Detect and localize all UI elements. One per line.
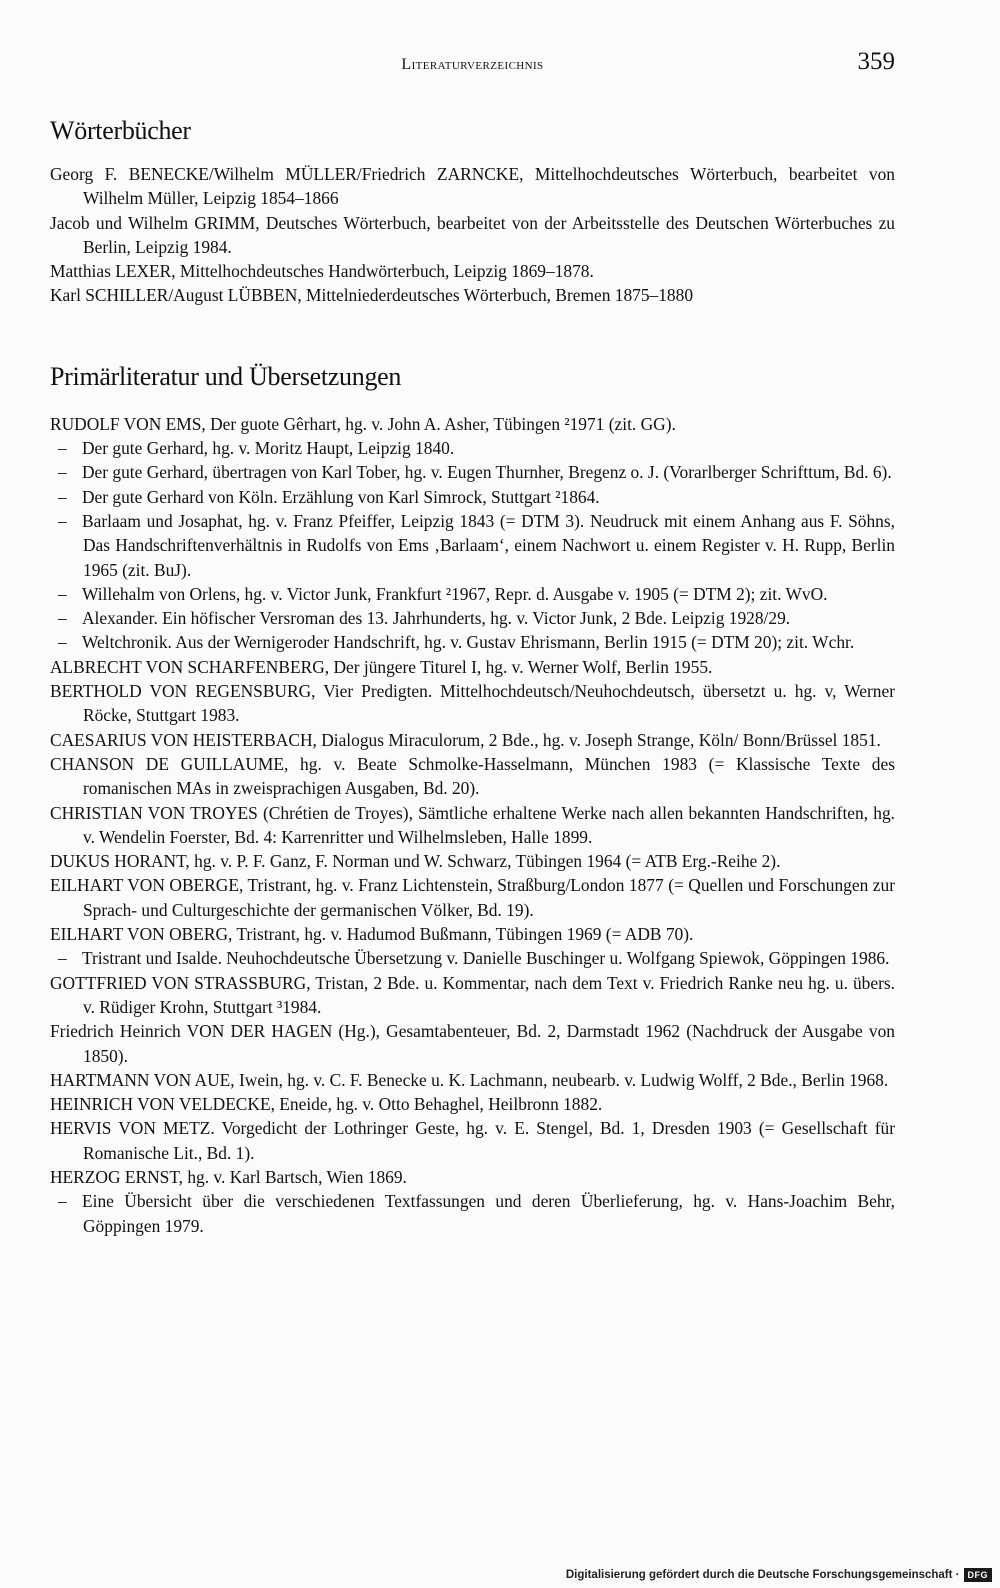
footer-credit — [566, 1568, 992, 1582]
bibliography-entry — [50, 211, 895, 260]
entry-text: Karl SCHILLER/August LÜBBEN, Mittelniederdeutsches Wörterbuch, Bremen 1875–1880 — [50, 285, 694, 306]
bibliography-entry — [50, 922, 895, 946]
bibliography-subentry — [50, 630, 895, 654]
page — [50, 46, 895, 1238]
entry-text: GOTTFRIED VON STRASSBURG, Tristan, 2 Bde. u. Kommentar, nach dem Text v. Friedrich Ranke neu hg. u. übers. v. Rüdiger Krohn, Stuttgart ³1984. — [50, 972, 895, 1017]
entry-text: Barlaam und Josaphat, hg. v. Franz Pfeiffer, Leipzig 1843 (= DTM 3). Neudruck mit einem Anhang aus F. Söhns, Das Handschriftenverhältnis in Rudolfs von Ems ‚Barlaam‘, einem Nachwort u. einem Register v. H. Rupp, Berlin 1965 (zit. BuJ). — [82, 510, 895, 580]
bibliography-entry — [50, 412, 895, 436]
dash-marker: – — [58, 510, 67, 531]
dash-marker: – — [58, 462, 67, 483]
bibliography-entry — [50, 1068, 895, 1092]
bibliography-subentry — [50, 460, 895, 484]
bibliography-entry — [50, 1116, 895, 1165]
dfg-logo: DFG — [964, 1568, 993, 1582]
dash-marker: – — [58, 608, 67, 629]
entry-text: CHRISTIAN VON TROYES (Chrétien de Troyes), Sämtliche erhaltene Werke nach allen bekannten Handschriften, hg. v. Wendelin Foerster, Bd. 4: Karrenritter und Wilhelmsleben, Halle 1899. — [50, 802, 895, 847]
bibliography-entry — [50, 849, 895, 873]
dash-marker: – — [58, 948, 67, 969]
entry-text: HEINRICH VON VELDECKE, Eneide, hg. v. Otto Behaghel, Heilbronn 1882. — [50, 1094, 603, 1115]
bibliography-entry — [50, 752, 895, 801]
entry-text: HARTMANN VON AUE, Iwein, hg. v. C. F. Benecke u. K. Lachmann, neubearb. v. Ludwig Wolff, 2 Bde., Berlin 1968. — [50, 1069, 889, 1090]
entry-text: BERTHOLD VON REGENSBURG, Vier Predigten. Mittelhochdeutsch/Neuhochdeutsch, übersetzt u. hg. v, Werner Röcke, Stuttgart 1983. — [50, 681, 895, 726]
bibliography-entry — [50, 728, 895, 752]
entry-text: Der gute Gerhard, übertragen von Karl Tober, hg. v. Eugen Thurnher, Bregenz o. J. (Vorarlberger Schrifttum, Bd. 6). — [82, 462, 892, 483]
entry-text: Georg F. BENECKE/Wilhelm MÜLLER/Friedrich ZARNCKE, Mittelhochdeutsches Wörterbuch, bearbeitet von Wilhelm Müller, Leipzig 1854–1866 — [50, 164, 895, 209]
dash-marker: – — [58, 632, 67, 653]
entry-text: RUDOLF VON EMS, Der guote Gêrhart, hg. v. John A. Asher, Tübingen ²1971 (zit. GG). — [50, 413, 676, 434]
entry-text: Willehalm von Orlens, hg. v. Victor Junk, Frankfurt ²1967, Repr. d. Ausgabe v. 1905 (= DTM 2); zit. WvO. — [82, 583, 828, 604]
dash-marker: – — [58, 1191, 67, 1212]
entry-text: Weltchronik. Aus der Wernigeroder Handschrift, hg. v. Gustav Ehrismann, Berlin 1915 (= DTM 20); zit. Wchr. — [82, 632, 855, 653]
bibliography-entry — [50, 655, 895, 679]
entry-text: CAESARIUS VON HEISTERBACH, Dialogus Miraculorum, 2 Bde., hg. v. Joseph Strange, Köln/ Bonn/Brüssel 1851. — [50, 729, 881, 750]
entry-text: EILHART VON OBERGE, Tristrant, hg. v. Franz Lichtenstein, Straßburg/London 1877 (= Quellen und Forschungen zur Sprach- und Culturgeschichte der germanischen Völker, Bd. 19). — [50, 875, 895, 920]
bibliography-entry — [50, 259, 895, 283]
entry-text: Friedrich Heinrich VON DER HAGEN (Hg.), Gesamtabenteuer, Bd. 2, Darmstadt 1962 (Nachdruck der Ausgabe von 1850). — [50, 1021, 895, 1066]
entry-text: Alexander. Ein höfischer Versroman des 13. Jahrhunderts, hg. v. Victor Junk, 2 Bde. Leipzig 1928/29. — [82, 608, 791, 629]
entry-list — [50, 162, 895, 308]
section-heading: Primärliteratur und Übersetzungen — [50, 361, 402, 391]
running-head — [50, 46, 895, 86]
entry-text: Der gute Gerhard, hg. v. Moritz Haupt, Leipzig 1840. — [82, 438, 455, 459]
bibliography-entry — [50, 679, 895, 728]
bibliography-subentry — [50, 436, 895, 460]
bibliography-entry — [50, 801, 895, 850]
entry-list — [50, 412, 895, 1238]
bibliography-entry — [50, 873, 895, 922]
bibliography-entry — [50, 1092, 895, 1116]
entry-text: EILHART VON OBERG, Tristrant, hg. v. Hadumod Bußmann, Tübingen 1969 (= ADB 70). — [50, 924, 694, 945]
entry-text: HERZOG ERNST, hg. v. Karl Bartsch, Wien 1869. — [50, 1166, 407, 1187]
bibliography-subentry — [50, 509, 895, 582]
bibliography-subentry — [50, 582, 895, 606]
section-heading: Wörterbücher — [50, 116, 191, 145]
entry-text: Eine Übersicht über die verschiedenen Textfassungen und deren Überlieferung, hg. v. Hans-Joachim Behr, Göppingen 1979. — [82, 1191, 895, 1236]
bibliography-subentry — [50, 606, 895, 630]
entry-text: HERVIS VON METZ. Vorgedicht der Lothringer Geste, hg. v. E. Stengel, Bd. 1, Dresden 1903 (= Gesellschaft für Romanische Lit., Bd. 1). — [50, 1118, 895, 1163]
bibliography-entry — [50, 1165, 895, 1189]
dash-marker: – — [58, 438, 67, 459]
bibliography-subentry — [50, 946, 895, 970]
entry-text: Matthias LEXER, Mittelhochdeutsches Handwörterbuch, Leipzig 1869–1878. — [50, 261, 594, 282]
entry-text: ALBRECHT VON SCHARFENBERG, Der jüngere Titurel I, hg. v. Werner Wolf, Berlin 1955. — [50, 656, 713, 677]
section-primaerliteratur — [50, 362, 895, 1238]
page-number: 359 — [857, 48, 895, 75]
entry-text: Tristrant und Isalde. Neuhochdeutsche Übersetzung v. Danielle Buschinger u. Wolfgang Spiewok, Göppingen 1986. — [82, 948, 890, 969]
bibliography-entry — [50, 162, 895, 211]
bibliography-entry — [50, 971, 895, 1020]
running-title: Literaturverzeichnis — [401, 56, 544, 73]
bibliography-subentry — [50, 485, 895, 509]
bibliography-entry — [50, 1019, 895, 1068]
entry-text: DUKUS HORANT, hg. v. P. F. Ganz, F. Norman und W. Schwarz, Tübingen 1964 (= ATB Erg.-Reihe 2). — [50, 851, 781, 872]
entry-text: Der gute Gerhard von Köln. Erzählung von Karl Simrock, Stuttgart ²1864. — [82, 486, 600, 507]
dash-marker: – — [58, 583, 67, 604]
section-woerterbuecher — [50, 116, 895, 308]
entry-text: CHANSON DE GUILLAUME, hg. v. Beate Schmolke-Hasselmann, München 1983 (= Klassische Texte des romanischen MAs in zweisprachigen Ausgaben, Bd. 20). — [50, 753, 895, 799]
entry-text: Jacob und Wilhelm GRIMM, Deutsches Wörterbuch, bearbeitet von der Arbeitsstelle des Deutschen Wörterbuches zu Berlin, Leipzig 1984. — [50, 212, 895, 257]
bibliography-subentry — [50, 1189, 895, 1238]
dash-marker: – — [58, 486, 67, 507]
footer-credit-text: Digitalisierung gefördert durch die Deutsche Forschungsgemeinschaft · — [565, 1569, 960, 1581]
bibliography-entry — [50, 283, 895, 307]
